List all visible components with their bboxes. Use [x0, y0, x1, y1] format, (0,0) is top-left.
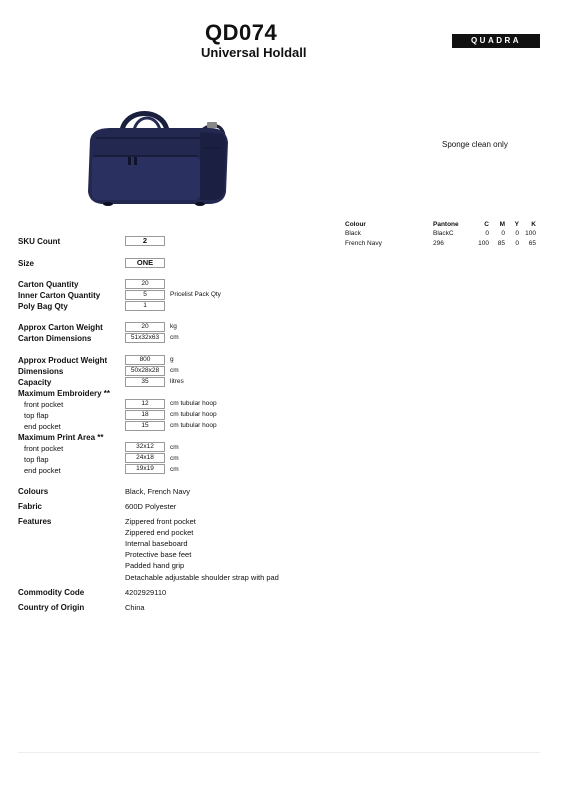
pantone-row-pantone: 296: [433, 240, 444, 247]
print-end-unit: cm: [170, 466, 179, 473]
pantone-row-c: 0: [485, 230, 489, 237]
feature-item: Zippered front pocket: [125, 517, 196, 526]
sku-count-value: 2: [125, 236, 165, 246]
print-top-value: 24x18: [125, 453, 165, 463]
fabric-label: Fabric: [18, 502, 43, 511]
pantone-row-pantone: BlackC: [433, 230, 454, 237]
embroidery-top-value: 18: [125, 410, 165, 420]
feature-item: Zippered end pocket: [125, 528, 194, 537]
carton-weight-unit: kg: [170, 323, 177, 330]
features-label: Features: [18, 517, 52, 526]
feature-item: Protective base feet: [125, 550, 192, 559]
capacity-label: Capacity: [18, 378, 52, 387]
carton-weight-label: Approx Carton Weight: [18, 323, 103, 332]
country-of-origin-value: China: [125, 603, 145, 612]
embroidery-end-unit: cm tubular hoop: [170, 422, 217, 429]
brand-logo: QUADRA: [452, 34, 540, 48]
feature-item: Padded hand grip: [125, 561, 185, 570]
pantone-header-pantone: Pantone: [433, 221, 459, 228]
colours-label: Colours: [18, 487, 49, 496]
pantone-row-c: 100: [478, 240, 489, 247]
dimensions-unit: cm: [170, 367, 179, 374]
country-of-origin-label: Country of Origin: [18, 603, 85, 612]
embroidery-end-label: end pocket: [24, 422, 61, 431]
embroidery-end-value: 15: [125, 421, 165, 431]
inner-carton-value: 5: [125, 290, 165, 300]
carton-quantity-value: 20: [125, 279, 165, 289]
embroidery-top-label: top flap: [24, 411, 49, 420]
print-front-unit: cm: [170, 444, 179, 451]
holdall-bag-image: [82, 100, 232, 210]
embroidery-front-unit: cm tubular hoop: [170, 400, 217, 407]
sku-count-label: SKU Count: [18, 237, 61, 246]
print-front-label: front pocket: [24, 444, 64, 453]
max-print-label: Maximum Print Area **: [18, 433, 104, 442]
inner-carton-note: Pricelist Pack Qty: [170, 291, 221, 298]
carton-dimensions-value: 51x32x63: [125, 333, 165, 343]
pantone-header-k: K: [531, 221, 536, 228]
product-name: Universal Holdall: [201, 45, 307, 60]
embroidery-front-value: 12: [125, 399, 165, 409]
pantone-header-y: Y: [514, 221, 519, 228]
product-code: QD074: [205, 20, 278, 45]
pantone-row-m: 0: [501, 230, 505, 237]
dimensions-label: Dimensions: [18, 367, 64, 376]
inner-carton-label: Inner Carton Quantity: [18, 291, 101, 300]
max-embroidery-label: Maximum Embroidery **: [18, 389, 111, 398]
print-front-value: 32x12: [125, 442, 165, 452]
size-value: ONE: [125, 258, 165, 268]
care-instructions: Sponge clean only: [442, 140, 508, 149]
pantone-row-y: 0: [515, 240, 519, 247]
pantone-row-colour: Black: [345, 230, 361, 237]
colours-value: Black, French Navy: [125, 487, 191, 496]
footer-divider: [18, 752, 540, 753]
print-top-unit: cm: [170, 455, 179, 462]
print-top-label: top flap: [24, 455, 49, 464]
fabric-value: 600D Polyester: [125, 502, 177, 511]
capacity-value: 35: [125, 377, 165, 387]
pantone-row-k: 65: [528, 240, 536, 247]
feature-item: Internal baseboard: [125, 539, 188, 548]
size-label: Size: [18, 259, 35, 268]
pantone-header-m: M: [499, 221, 505, 228]
pantone-header-colour: Colour: [345, 221, 366, 228]
carton-dimensions-unit: cm: [170, 334, 179, 341]
print-end-label: end pocket: [24, 466, 61, 475]
product-weight-value: 800: [125, 355, 165, 365]
carton-quantity-label: Carton Quantity: [18, 280, 79, 289]
pantone-row-colour: French Navy: [345, 240, 382, 247]
commodity-code-label: Commodity Code: [18, 588, 85, 597]
pantone-row-y: 0: [515, 230, 519, 237]
poly-bag-label: Poly Bag Qty: [18, 302, 68, 311]
carton-dimensions-label: Carton Dimensions: [18, 334, 92, 343]
product-weight-label: Approx Product Weight: [18, 356, 108, 365]
capacity-unit: litres: [170, 378, 184, 385]
product-weight-unit: g: [170, 356, 174, 363]
pantone-row-k: 100: [525, 230, 536, 237]
pantone-header-c: C: [484, 221, 489, 228]
poly-bag-value: 1: [125, 301, 165, 311]
dimensions-value: 50x28x28: [125, 366, 165, 376]
embroidery-top-unit: cm tubular hoop: [170, 411, 217, 418]
feature-item: Detachable adjustable shoulder strap with pad: [125, 573, 279, 582]
embroidery-front-label: front pocket: [24, 400, 64, 409]
commodity-code-value: 4202929110: [125, 588, 167, 597]
carton-weight-value: 20: [125, 322, 165, 332]
print-end-value: 19x19: [125, 464, 165, 474]
pantone-row-m: 85: [497, 240, 505, 247]
